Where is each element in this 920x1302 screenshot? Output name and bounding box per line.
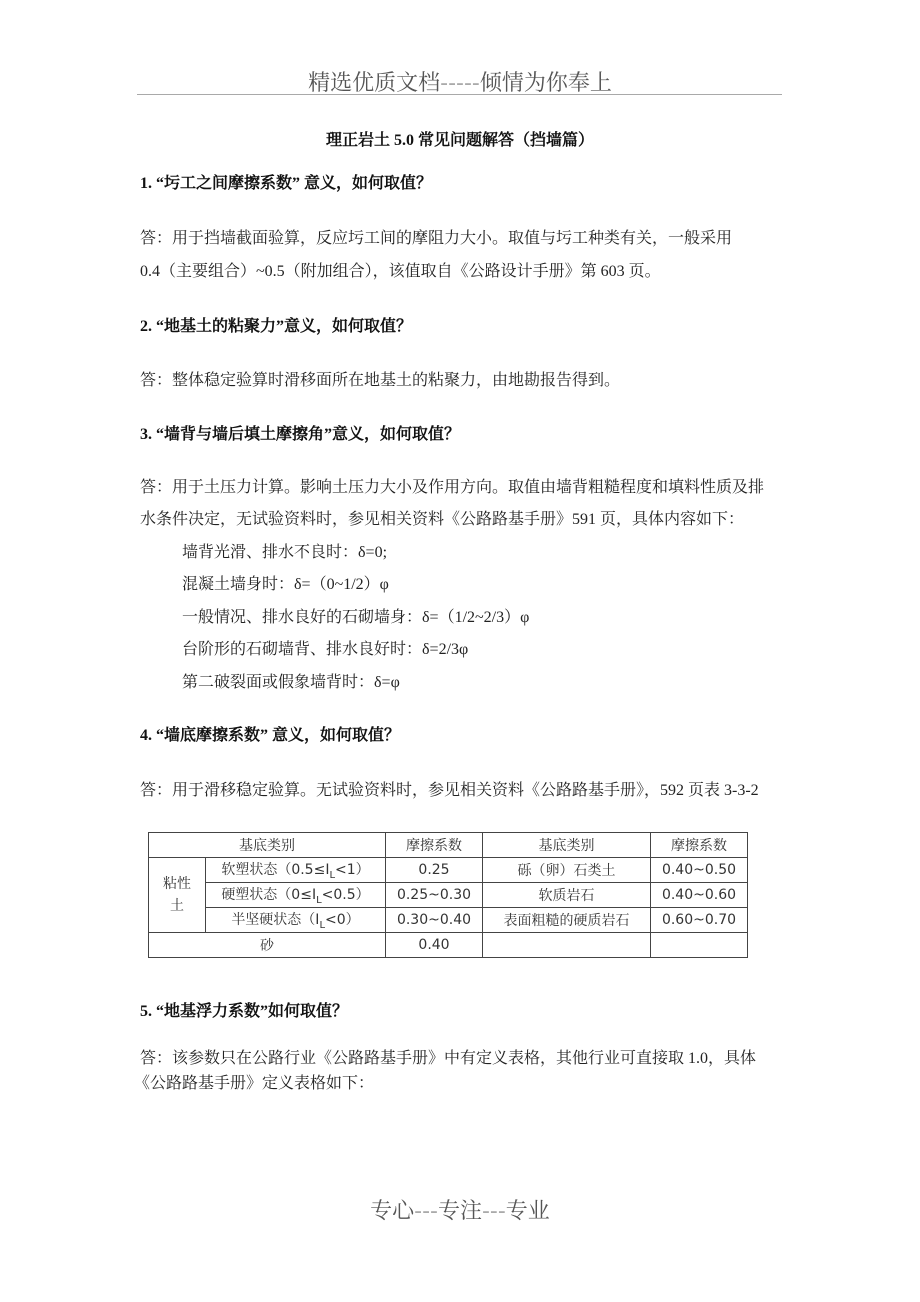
question-3: 3. “墙背与墙后填土摩擦角”意义，如何取值？ (140, 426, 461, 443)
group-label-line-1: 粘性 (163, 876, 191, 892)
soil-state-cell (206, 858, 386, 883)
page-header: 精选优质文档-----倾情为你奉上 (308, 71, 612, 96)
soil-state-text: 软塑状态（0.5≤I (221, 862, 330, 879)
coef-cell: 0.40~0.50 (651, 858, 748, 883)
table-header-row (149, 833, 748, 858)
answer-3-line-1: 答：用于土压力计算。影响土压力大小及作用方向。取值由墙背粗糙程度和填料性质及排 (140, 479, 765, 496)
answer-1-line-2: 0.4（主要组合）~0.5（附加组合），该值取自《公路设计手册》第 603 页。 (140, 263, 661, 280)
friction-coefficient-table (148, 832, 748, 958)
group-label-line-2: 土 (170, 898, 184, 914)
answer-5-line-2: 《公路路基手册》定义表格如下： (134, 1075, 375, 1092)
list-item: 墙背光滑、排水不良时：δ=0; (182, 544, 388, 561)
base-type-cell: 软质岩石 (483, 883, 651, 908)
question-4: 4. “墙底摩擦系数” 意义，如何取值？ (140, 727, 401, 744)
soil-state-text: 硬塑状态（0≤I (221, 887, 317, 904)
answer-4-line-1: 答：用于滑移稳定验算。无试验资料时，参见相关资料《公路路基手册》，592 页表 3-3-2 (140, 782, 759, 799)
coef-cell: 0.60~0.70 (651, 908, 748, 933)
table-row (149, 858, 748, 883)
base-type-cell: 砾（卵）石类土 (483, 858, 651, 883)
soil-state-cell (206, 883, 386, 908)
page-footer: 专心---专注---专业 (370, 1199, 550, 1224)
subscript: L (329, 869, 336, 881)
subscript: L (316, 894, 322, 906)
coef-cell-empty (651, 933, 748, 958)
coef-cell: 0.25 (386, 858, 483, 883)
header-base-type-left: 基底类别 (149, 833, 386, 858)
table-row (149, 933, 748, 958)
list-item: 台阶形的石砌墙背、排水良好时：δ=2/3φ (182, 641, 469, 658)
list-item: 第二破裂面或假象墙背时：δ=φ (182, 674, 400, 691)
soil-state-cell (206, 908, 386, 933)
document-title: 理正岩土 5.0 常见问题解答（挡墙篇） (325, 132, 594, 149)
header-base-type-right: 基底类别 (483, 833, 651, 858)
list-item: 一般情况、排水良好的石砌墙身：δ=（1/2~2/3）φ (182, 609, 530, 626)
answer-3-line-2: 水条件决定，无试验资料时，参见相关资料《公路路基手册》591 页，具体内容如下： (140, 511, 745, 528)
answer-1-line-1: 答：用于挡墙截面验算，反应圬工间的摩阻力大小。取值与圬工种类有关，一般采用 (140, 230, 733, 247)
soil-state-tail: <1） (335, 862, 370, 879)
answer-5-line-1: 答：该参数只在公路行业《公路路基手册》中有定义表格，其他行业可直接取 1.0，具体 (140, 1050, 757, 1067)
soil-state-text: 半坚硬状态（I (231, 912, 320, 929)
coef-cell: 0.25~0.30 (386, 883, 483, 908)
table-row (149, 908, 748, 933)
base-type-cell-empty (483, 933, 651, 958)
soil-state-tail: <0） (325, 912, 360, 929)
coef-cell: 0.40 (386, 933, 483, 958)
answer-2-line-1: 答：整体稳定验算时滑移面所在地基土的粘聚力，由地勘报告得到。 (140, 372, 621, 389)
question-1: 1. “圬工之间摩擦系数” 意义，如何取值？ (140, 175, 433, 192)
coef-cell: 0.30~0.40 (386, 908, 483, 933)
base-type-cell: 表面粗糙的硬质岩石 (483, 908, 651, 933)
question-2: 2. “地基土的粘聚力”意义，如何取值？ (140, 318, 413, 335)
sand-cell: 砂 (149, 933, 386, 958)
soil-state-tail: <0.5） (321, 887, 370, 904)
header-rule (137, 94, 782, 95)
header-coef-left: 摩擦系数 (386, 833, 483, 858)
question-5: 5. “地基浮力系数”如何取值？ (140, 1003, 349, 1020)
group-label-cohesive-soil (149, 858, 206, 933)
table-row (149, 883, 748, 908)
list-item: 混凝土墙身时：δ=（0~1/2）φ (182, 576, 389, 593)
subscript: L (319, 919, 326, 931)
header-coef-right: 摩擦系数 (651, 833, 748, 858)
coef-cell: 0.40~0.60 (651, 883, 748, 908)
